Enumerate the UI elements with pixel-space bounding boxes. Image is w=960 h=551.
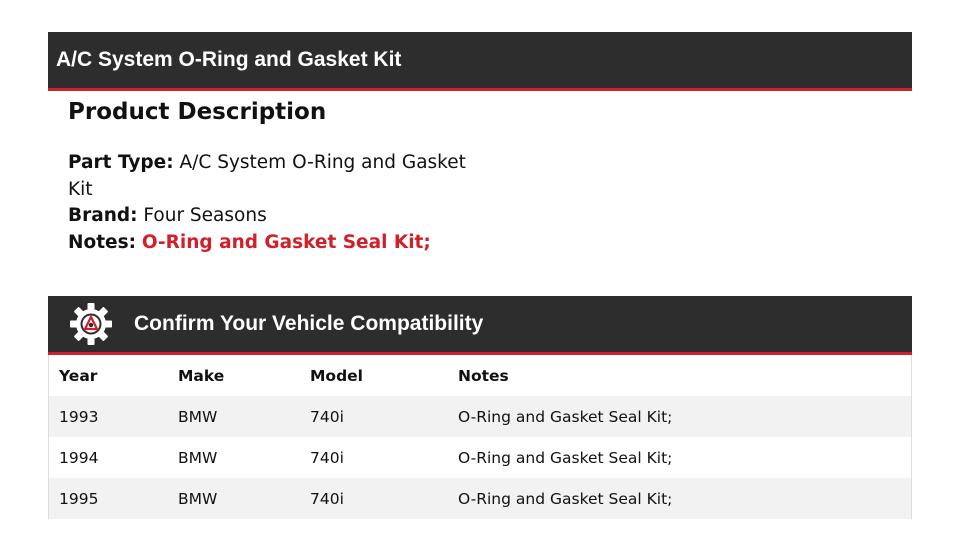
notes-line xyxy=(68,230,468,257)
part-type-line xyxy=(68,150,468,177)
cell-make: BMW xyxy=(178,407,218,426)
part-type-label: Part Type: xyxy=(68,152,174,173)
table-header-row xyxy=(49,355,911,396)
part-type-value: A/C System O-Ring and Gasket xyxy=(179,152,466,173)
column-header-model: Model xyxy=(310,366,363,385)
column-header-notes: Notes xyxy=(458,366,509,385)
column-header-year: Year xyxy=(59,366,98,385)
brand-value: Four Seasons xyxy=(143,205,267,226)
notes-label: Notes: xyxy=(68,231,136,253)
compatibility-title: Confirm Your Vehicle Compatibility xyxy=(134,312,484,335)
part-type-line-cont xyxy=(68,177,468,204)
cell-model: 740i xyxy=(310,448,344,467)
cell-model: 740i xyxy=(310,489,344,508)
table-row xyxy=(49,478,911,519)
product-description xyxy=(68,96,468,256)
description-heading: Product Description xyxy=(68,99,327,125)
part-type-value-cont: Kit xyxy=(68,178,93,200)
table-row xyxy=(49,437,911,478)
cell-model: 740i xyxy=(310,407,344,426)
column-header-make: Make xyxy=(178,366,225,385)
brand-label: Brand: xyxy=(68,205,138,226)
description-details xyxy=(68,150,468,256)
cell-notes: O-Ring and Gasket Seal Kit; xyxy=(458,489,673,508)
cell-make: BMW xyxy=(178,448,218,467)
product-title-bar xyxy=(48,32,912,91)
compatibility-table xyxy=(48,355,912,519)
notes-value: O-Ring and Gasket Seal Kit; xyxy=(141,231,431,253)
brand-line xyxy=(68,203,468,230)
product-title: A/C System O-Ring and Gasket Kit xyxy=(56,48,402,71)
compatibility-bar xyxy=(48,296,912,355)
cell-notes: O-Ring and Gasket Seal Kit; xyxy=(458,448,673,467)
gear-icon xyxy=(69,302,113,346)
cell-year: 1995 xyxy=(59,489,99,508)
cell-year: 1994 xyxy=(59,448,99,467)
cell-notes: O-Ring and Gasket Seal Kit; xyxy=(458,407,673,426)
cell-make: BMW xyxy=(178,489,218,508)
cell-year: 1993 xyxy=(59,407,99,426)
table-row xyxy=(49,396,911,437)
